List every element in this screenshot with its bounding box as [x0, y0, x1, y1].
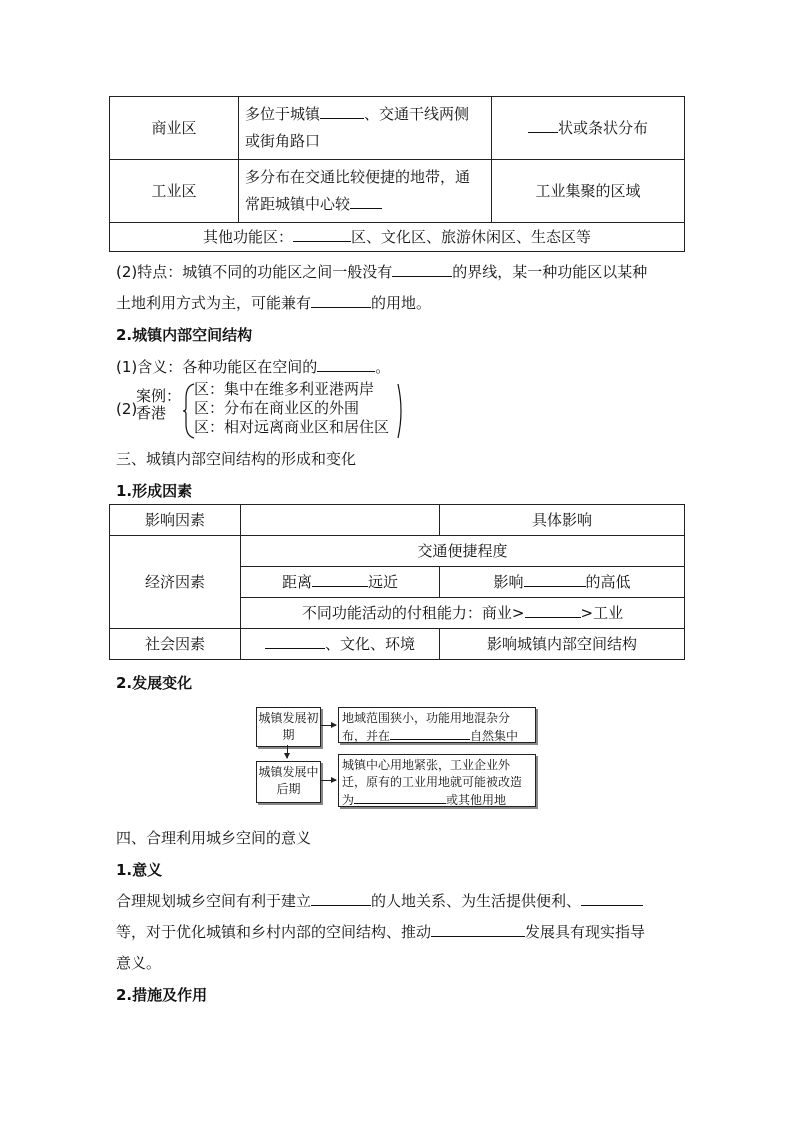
heading-measures: 2.措施及作用: [116, 986, 208, 1004]
commercial-location: 多位于城镇 、交通干线两侧 或街角路口: [239, 97, 492, 160]
structure-meaning: (1)含义：各种功能区在空间的 。: [116, 358, 391, 376]
significance-line-3: 意义。: [116, 954, 162, 972]
industrial-location: 多分布在交通比较便捷的地带，通 常距城镇中心较: [239, 160, 492, 223]
social-factors-cell: 、文化、环境: [241, 629, 440, 660]
functional-zones-table: [109, 96, 685, 252]
factor-economic: 经济因素: [110, 536, 241, 629]
stage-early: 城镇发展初期: [256, 707, 321, 747]
factor-social: 社会因素: [110, 629, 241, 660]
case-item-3: 区：相对远离商业区和居住区: [194, 418, 390, 436]
heading-formation-factors: 1.形成因素: [116, 482, 193, 500]
stage-early-desc: 地域范围狭小，功能用地混杂分布，并在 自然集中: [338, 707, 536, 743]
case-item-1: 区：集中在维多利亚港两岸: [194, 380, 375, 398]
social-effect: 影响城镇内部空间结构: [440, 629, 685, 660]
col-effect: 具体影响: [440, 505, 685, 536]
commercial-feature: 状或条状分布: [492, 97, 685, 160]
stage-late: 城镇发展中后期: [256, 761, 321, 803]
case-item-2: 区：分布在商业区的外围: [194, 399, 360, 417]
hongkong-case: (2) 案例： 香港 区：集中在维多利亚港两岸 区：分布在商业区的外围 区：相对远离商业区和居住区: [116, 380, 416, 440]
right-paren-icon: [396, 382, 406, 440]
col-empty: [241, 505, 440, 536]
zone-commercial: 商业区: [110, 97, 239, 160]
stage-late-desc: 城镇中心用地紧张，工业企业外迁，原有的工业用地就可能被改造为 或其他用地: [338, 754, 536, 807]
traffic-convenience: 交通便捷程度: [241, 536, 685, 567]
arrow-early: [321, 725, 336, 726]
col-factor: 影响因素: [110, 505, 241, 536]
zone-industrial: 工业区: [110, 160, 239, 223]
industrial-feature: 工业集聚的区域: [492, 160, 685, 223]
arrow-late: [321, 780, 336, 781]
heading-2-structure: 2.城镇内部空间结构: [116, 326, 253, 344]
heading-significance: 1.意义: [116, 861, 163, 879]
formation-factors-table: [109, 504, 685, 660]
distance-cell: 距离 远近: [241, 567, 440, 598]
other-zones: 其他功能区： 区、文化区、旅游休闲区、生态区等: [110, 223, 685, 252]
heading-4: 四、合理利用城乡空间的意义: [116, 829, 312, 847]
feature-line-1: (2)特点：城镇不同的功能区之间一般没有 的界线，某一种功能区以某种: [116, 263, 648, 281]
arrow-down: [287, 745, 288, 758]
heading-development: 2.发展变化: [116, 674, 193, 692]
influence-cell: 影响 的高低: [440, 567, 685, 598]
feature-line-2: 土地利用方式为主，可能兼有 的用地。: [116, 294, 432, 312]
heading-3: 三、城镇内部空间结构的形成和变化: [116, 450, 357, 468]
rent-capacity: 不同功能活动的付租能力：商业> >工业: [241, 598, 685, 629]
significance-line-2: 等，对于优化城镇和乡村内部的空间结构、推动 发展具有现实指导: [116, 923, 646, 941]
significance-line-1: 合理规划城乡空间有利于建立 的人地关系、为生活提供便利、: [116, 891, 643, 911]
